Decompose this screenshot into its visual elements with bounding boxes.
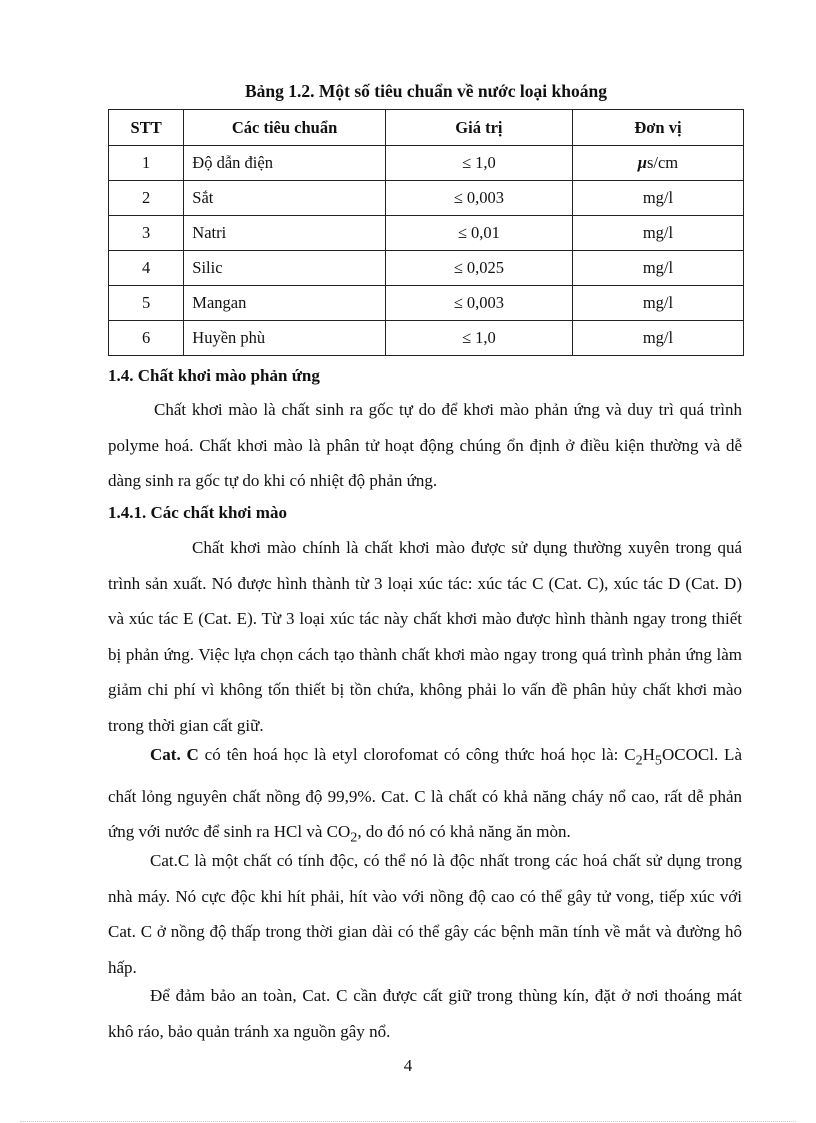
cell-criterion: Mangan [184,286,386,321]
page-number: 4 [403,1056,413,1075]
mu-symbol: μ [637,153,647,172]
section-heading-1-4-1: 1.4.1. Các chất khơi mào [108,503,287,522]
paragraph-initiator-intro [108,392,742,499]
text-run: H [642,745,655,764]
paragraph-text: Chất khơi mào chính là chất khơi mào được sử dụng thường xuyên trong quá trình sản xuất. Nó được hình thành từ 3 loại xúc tác: xúc tác C (Cat. C), xúc tác D (Cat. D) và xúc tác E (Cat. E). Từ 3 loại xúc tác này chất khơi mào được hình thành ngay trong thiết bị phản ứng. Việc lựa chọn cách tạo thành chất khơi mào ngay trong quá trình phản ứng làm giảm chi phí vì không tốn thiết bị tồn chứa, không phải lo vấn đề phân hủy chất khơi mào trong thời gian cất giữ. [108,538,742,735]
cell-value: ≤ 0,003 [385,181,572,216]
table-caption: Bảng 1.2. Một số tiêu chuẩn về nước loại khoáng [245,81,607,101]
cell-value: ≤ 0,025 [385,251,572,286]
subscript: 2 [350,829,358,846]
cell-criterion: Độ dẫn điện [184,146,386,181]
cell-unit: mg/l [572,286,743,321]
text-run: có tên hoá học là etyl clorofomat có công thức hoá học là: C [198,745,636,764]
unit-text: s/cm [646,153,679,172]
paragraph-cat-c [108,737,742,856]
cell-stt: 1 [109,146,184,181]
text-run: , do đó nó có khả năng ăn mòn. [357,822,571,842]
cell-value: ≤ 0,003 [385,286,572,321]
cell-value: ≤ 0,01 [385,216,572,251]
standards-table [108,109,744,356]
header-value: Giá trị [385,110,572,146]
subscript: 5 [654,752,662,769]
header-criterion: Các tiêu chuẩn [184,110,386,146]
cell-stt: 2 [109,181,184,216]
paragraph-text: Để đảm bảo an toàn, Cat. C cần được cất giữ trong thùng kín, đặt ở nơi thoáng mát khô ráo, bảo quản tránh xa nguồn gây nổ. [108,986,742,1041]
header-stt: STT [109,110,184,146]
cell-stt: 6 [109,321,184,356]
paragraph-text: Chất khơi mào là chất sinh ra gốc tự do để khơi mào phản ứng và duy trì quá trình polyme hoá. Chất khơi mào là phân tử hoạt động chúng ổn định ở điều kiện thường và dễ dàng sinh ra gốc tự do khi có nhiệt độ phản ứng. [108,400,742,490]
table-row [109,146,744,181]
table-row [109,251,744,286]
cell-stt: 3 [109,216,184,251]
cell-criterion: Sắt [184,181,386,216]
text-run: OCOCl. Là chất lỏng nguyên chất nồng độ 99,9%. Cat. C là chất có khả năng cháy nổ cao, rất dễ phản ứng với nước để sinh ra HCl và CO [108,745,742,842]
page-bottom-divider [20,1121,796,1122]
header-unit: Đơn vị [572,110,743,146]
cell-stt: 4 [109,251,184,286]
cell-unit: mg/l [572,181,743,216]
paragraph-text: Cat.C là một chất có tính độc, có thể nó là độc nhất trong các hoá chất sử dụng trong nhà máy. Nó cực độc khi hít phải, hít vào với nồng độ cao có thể gây tử vong, tiếp xúc với Cat. C ở nồng độ thấp trong thời gian dài có thể gây các bệnh mãn tính về mắt và đường hô hấp. [108,851,742,977]
cell-unit: mg/l [572,321,743,356]
paragraph-toxicity [108,843,742,985]
cell-criterion: Silic [184,251,386,286]
cell-criterion: Huyền phù [184,321,386,356]
cell-value: ≤ 1,0 [385,146,572,181]
cat-c-term: Cat. C [150,745,199,764]
table-row [109,181,744,216]
paragraph-initiators [108,530,742,743]
cell-unit: mg/l [572,216,743,251]
paragraph-text [108,737,742,856]
table-header-row [109,110,744,146]
cell-value: ≤ 1,0 [385,321,572,356]
paragraph-safety [108,978,742,1049]
cell-unit [572,146,743,181]
cell-criterion: Natri [184,216,386,251]
table-row [109,216,744,251]
subscript: 2 [635,752,643,769]
section-heading-1-4: 1.4. Chất khơi mào phản ứng [108,366,320,385]
cell-stt: 5 [109,286,184,321]
cell-unit: mg/l [572,251,743,286]
table-row [109,321,744,356]
table-row [109,286,744,321]
